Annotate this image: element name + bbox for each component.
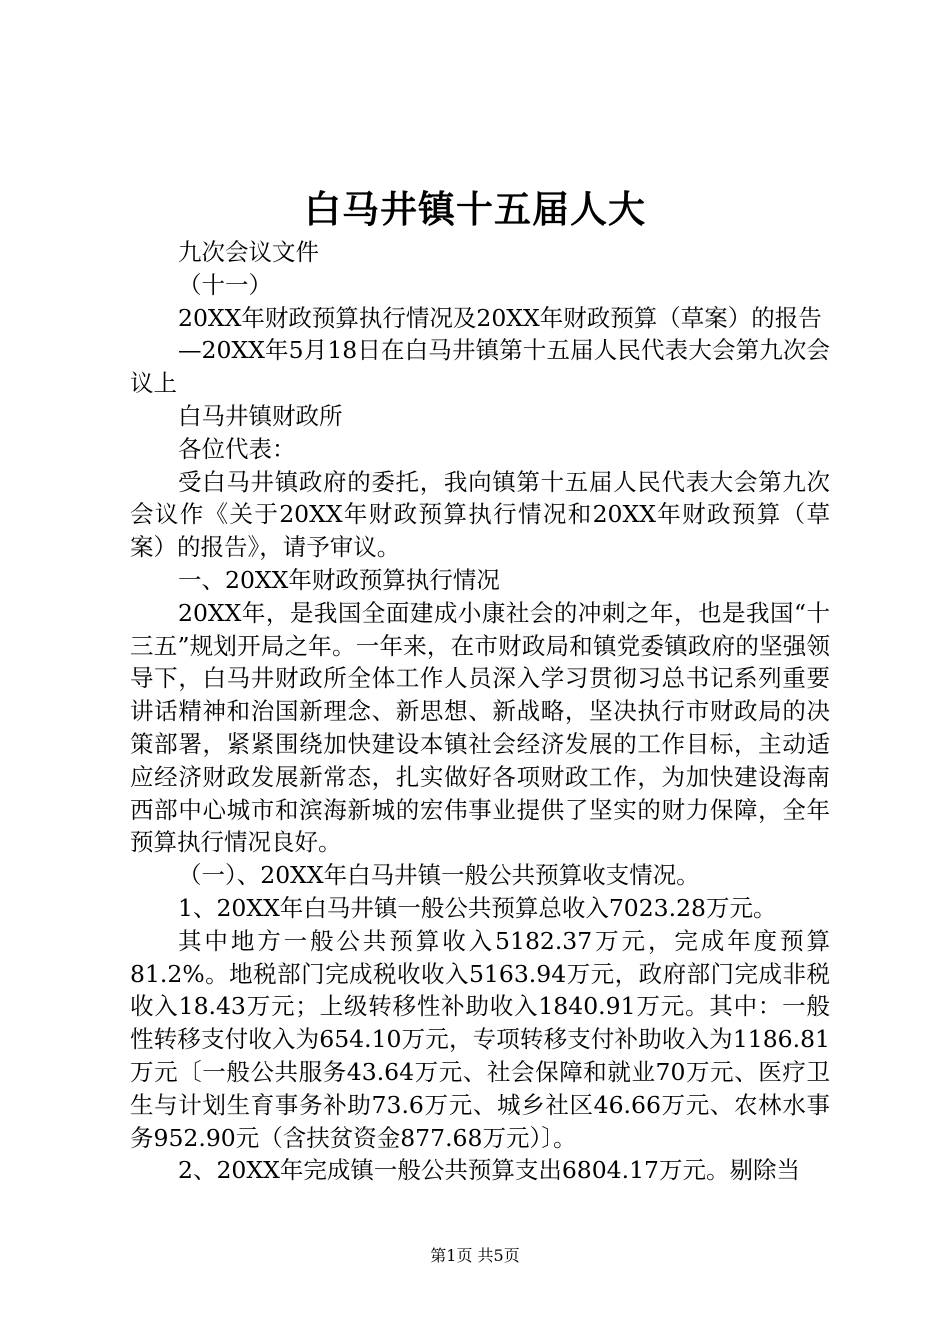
paragraph-expenditure: 2、20XX年完成镇一般公共预算支出6804.17万元。剔除当 (178, 1156, 800, 1185)
paragraph-salutation: 各位代表： (178, 434, 296, 463)
paragraph-total-revenue: 1、20XX年白马井镇一般公共预算总收入7023.28万元。 (178, 893, 777, 922)
paragraph-revenue-details: 其中地方一般公共预算收入5182.37万元，完成年度预算81.2%。地税部门完成税收收入5163.94万元，政府部门完成非税收入18.43万元；上级转移性补助收入1840.91万元。其中：一般性转移支付收入为654.10万元，专项转移支付补助收入为1186.81万元〔一般公共服务43.64万元、社会保障和就业70万元、医疗卫生与计划生育事务补助73.6万元、城乡社区46.66万元、农林水事务952.90元（含扶贫资金877.68万元）〕。 (130, 926, 830, 1152)
subsection-heading-1: （一）、20XX年白马井镇一般公共预算收支情况。 (178, 861, 700, 890)
paragraph-file-number: （十一） (178, 270, 272, 299)
paragraph-intro: 受白马井镇政府的委托，我向镇第十五届人民代表大会第九次会议作《关于20XX年财政预算执行情况和20XX年财政预算（草案）的报告》，请予审议。 (130, 467, 830, 562)
paragraph-overview: 20XX年，是我国全面建成小康社会的冲刺之年，也是我国“十三五”规划开局之年。一年来，在市财政局和镇党委镇政府的坚强领导下，白马井财政所全体工作人员深入学习贯彻习总书记系列重要讲话精神和治国新理念、新思想、新战略，坚决执行市财政局的决策部署，紧紧围绕加快建设本镇社会经济发展的工作目标，主动适应经济财政发展新常态，扎实做好各项财政工作，为加快建设海南西部中心城市和滨海新城的宏伟事业提供了坚实的财力保障，全年预算执行情况良好。 (130, 598, 830, 857)
document-title: 白马井镇十五届人大 (304, 187, 646, 231)
document-body (130, 236, 830, 1187)
paragraph-report-title: 20XX年财政预算执行情况及20XX年财政预算（草案）的报告 (178, 303, 822, 332)
paragraph-session-file: 九次会议文件 (178, 238, 319, 266)
section-heading-1: 一、20XX年财政预算执行情况 (178, 565, 500, 594)
paragraph-author: 白马井镇财政所 (178, 401, 343, 430)
paragraph-report-date: —20XX年5月18日在白马井镇第十五届人民代表大会第九次会议上 (130, 336, 830, 398)
page-footer: 第1页 共5页 (430, 1246, 520, 1265)
